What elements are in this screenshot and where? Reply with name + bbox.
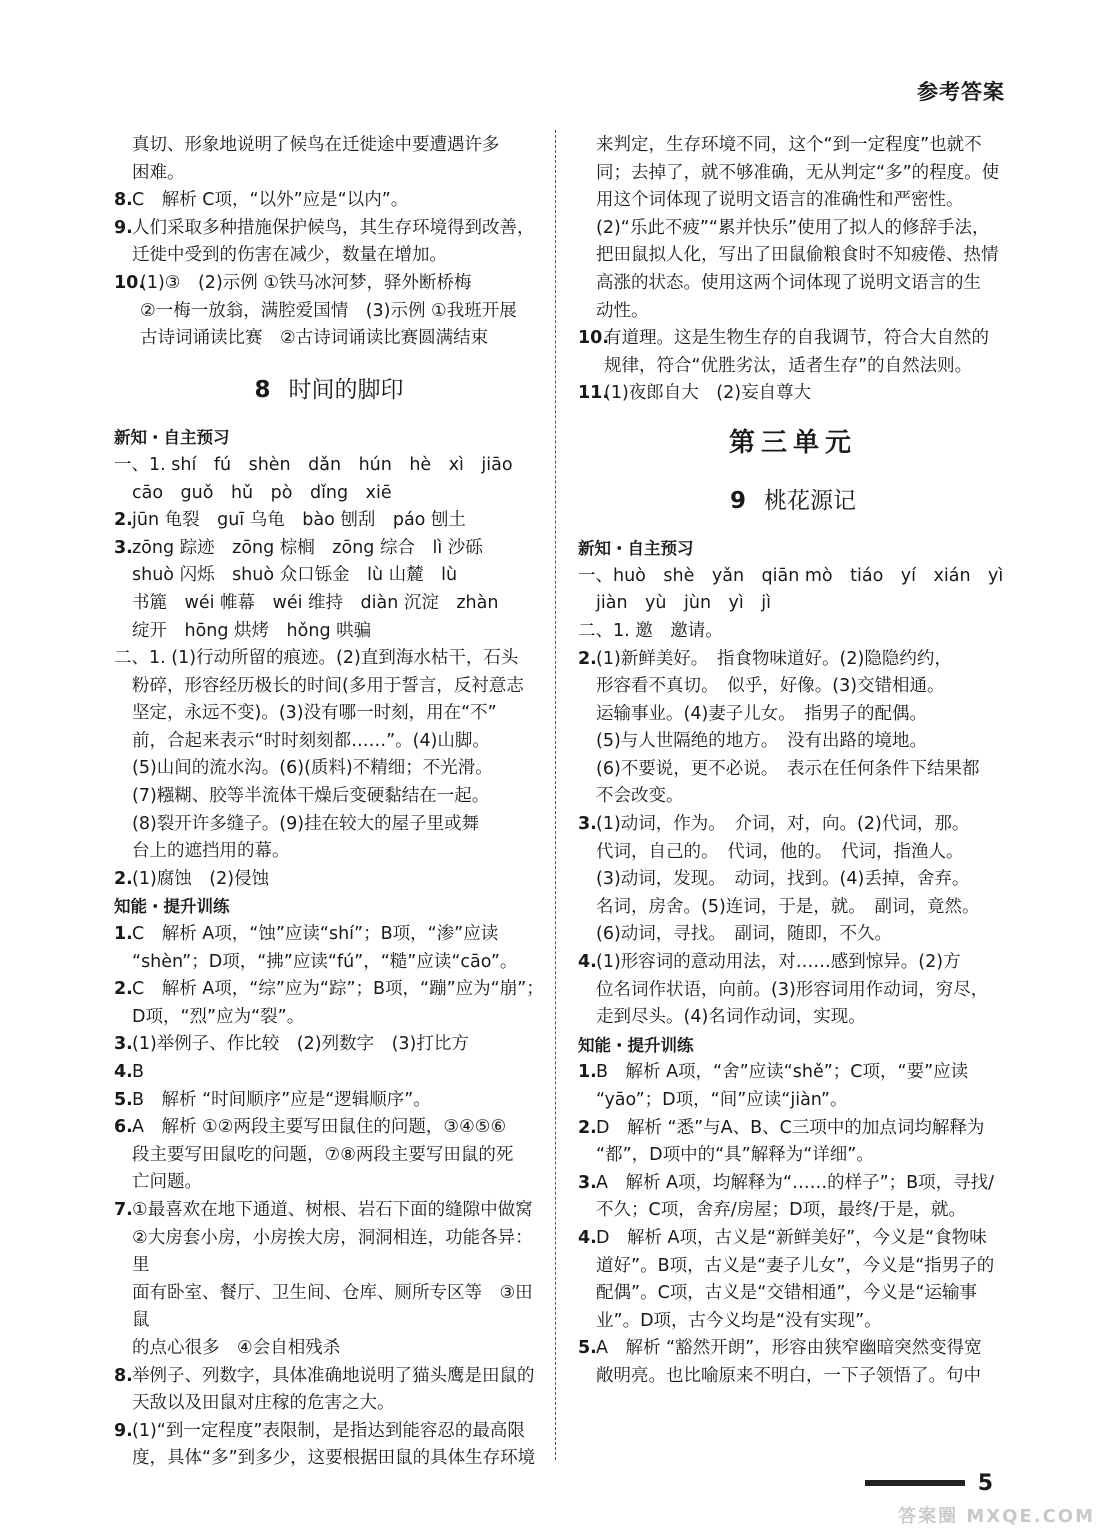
training-2: 2. C 解析 A项，“综”应为“踪”；B项，“蹦”应为“崩”； D项，“烈”应为“裂”。 bbox=[114, 979, 544, 1027]
answer-8: 8. C 解析 C项，“以外”应是“以内”。 bbox=[114, 190, 409, 211]
training-9: 9. (1)“到一定程度”表限制，是指达到能容忍的最高限 度，具体“多”到多少，这要根据田鼠的具体生存环境 bbox=[114, 1420, 536, 1469]
answer-3: 3. (1)动词，作为。 介词，对，向。(2)代词，那。 代词，自己的。 代词，他的。 代词，指渔人。 (3)动词，发现。 动词，找到。(4)丢掉，舍弃。 名词，房舍。(5)连词，于是，就。 副词，竟然。 (6)动词，寻找。 副词，随即，不久。 bbox=[578, 814, 980, 945]
section-training-label: 知能・提升训练 bbox=[114, 897, 230, 917]
page-number: 5 bbox=[977, 1471, 993, 1496]
training-4: 4. D 解析 A项，古义是“新鲜美好”，今义是“食物味 道好”。B项，古义是“妻子儿女”，今义是“指男子的 配偶”。C项，古义是“交错相通”，今义是“运输事 业”。D项，古今义均是“没有实现”。 bbox=[578, 1227, 995, 1331]
column-divider bbox=[555, 130, 556, 1460]
training-3: 3. (1)举例子、作比较 (2)列数字 (3)打比方 bbox=[114, 1034, 469, 1055]
answer-er-1: 二、1. 邀 邀请。 bbox=[578, 620, 723, 641]
training-3: 3. A 解析 A项，均解释为“……的样子”；B项，寻找/ 不久；C项，舍弃/房屋；D项，最终/于是，就。 bbox=[578, 1172, 995, 1221]
pinyin-answers: 一、huò shè yǎn qiān mò tiáo yí xián yì jiàn yù jùn yì jì bbox=[578, 565, 1004, 614]
continued-text bbox=[114, 132, 544, 187]
section-preview-label: 新知・自主预习 bbox=[578, 539, 694, 559]
text-line: 真切、形象地说明了候鸟在迁徙途中要遭遇许多 bbox=[132, 135, 500, 155]
answer-2: 2. (1)新鲜美好。 指食物味道好。(2)隐隐约约， 形容看不真切。 似乎，好像。(3)交错相通。 运输事业。(4)妻子儿女。 指男子的配偶。 (5)与人世隔绝的地方。 没有出路的境地。 (6)不要说，更不必说。 表示在任何条件下结果都 不会改变。 bbox=[578, 648, 980, 807]
section-preview-label: 新知・自主预习 bbox=[114, 428, 230, 448]
text-line: 困难。 bbox=[132, 162, 185, 183]
continued-text: 来判定，生存环境不同，这个“到一定程度”也就不 同；去掉了，就不够准确，无从判定“多”的程度。使 用这个词体现了说明文语言的准确性和严密性。 (2)“乐此不疲”“累并快乐”使用了拟人的修辞手法， 把田鼠拟人化，写出了田鼠偷粮食时不知疲倦、热情 高涨的状态。使用这两个词体现了说明文语言的生 动性。 bbox=[596, 135, 1000, 321]
answer-9: 9. 人们采取多种措施保护候鸟，其生存环境得到改善， 迁徙中受到的伤害在减少，数量在增加。 bbox=[114, 217, 535, 266]
lesson-9-title: 9 桃花源记 bbox=[729, 487, 856, 514]
answer-2: 2. jūn 龟裂 guī 乌龟 bào 刨刮 páo 刨土 bbox=[114, 510, 466, 531]
page-header-title: 参考答案 bbox=[917, 80, 1005, 104]
training-1: 1. C 解析 A项，“蚀”应读“shí”；B项，“渗”应读 “shèn”；D项，“拂”应读“fú”，“糙”应读“cāo”。 bbox=[114, 924, 518, 972]
pinyin-answers: 一、1. shí fú shèn dǎn hún hè xì jiāo cāo guǒ hǔ pò dǐng xiē bbox=[114, 454, 513, 503]
meanings-answers: 二、1. (1)行动所留的痕迹。(2)直到海水枯干，石头 粉碎，形容经历极长的时间(多用于誓言，反衬意志 坚定，永远不变)。(3)没有哪一时刻，用在“不” 前，合起来表示“时时刻刻都……”。(4)山脚。 (5)山间的流水沟。(6)(质料)不精细；不光滑。 (7)糨糊、胶等半流体干燥后变硬黏结在一起。 (8)裂开许多缝子。(9)挂在较大的屋子里或舞 台上的遮挡用的幕。 bbox=[114, 648, 524, 862]
training-5: 5. B 解析 “时间顺序”应是“逻辑顺序”。 bbox=[114, 1089, 431, 1110]
left-column bbox=[114, 132, 544, 1473]
unit-3-title: 第三单元 bbox=[728, 427, 857, 458]
training-5: 5. A 解析 “豁然开朗”，形容由狭窄幽暗突然变得宽 敞明亮。也比喻原来不明白，一下子领悟了。句中 bbox=[578, 1338, 982, 1386]
answer-10: 10. 有道理。这是生物生存的自我调节，符合大自然的 规律，符合“优胜劣汰，适者生存”的自然法则。 bbox=[578, 328, 989, 376]
training-8: 8. 举例子、列数字，具体准确地说明了猫头鹰是田鼠的 天敌以及田鼠对庄稼的危害之大。 bbox=[114, 1365, 535, 1414]
training-4: 4. B bbox=[114, 1062, 145, 1082]
answer-3: 3. zōng 踪迹 zōng 棕榈 zōng 综合 lì 沙砾 shuò 闪烁 shuò 众口铄金 lù 山麓 lù 书簏 wéi 帷幕 wéi 维持 diàn 沉淀 zhàn 绽开 hōng 烘烤 hǒng 哄骗 bbox=[114, 537, 499, 641]
section-training-label: 知能・提升训练 bbox=[578, 1035, 694, 1055]
training-2: 2. D 解析 “悉”与A、B、C三项中的加点词均解释为 “都”，D项中的“具”解释为“详细”。 bbox=[578, 1117, 985, 1166]
answer-11: 11. (1)夜郎自大 (2)妄自尊大 bbox=[578, 383, 812, 404]
watermark: 答案圈 MXQE.COM bbox=[898, 1506, 1095, 1527]
training-7: 7. ①最喜欢在地下通道、树根、岩石下面的缝隙中做窝 ②大房套小房，小房挨大房，洞洞相连，功能各异：里 面有卧室、餐厅、卫生间、仓库、厕所专区等 ③田鼠 的点心很多 ④会自相残杀 bbox=[114, 1199, 533, 1358]
answer-4: 4. (1)形容词的意动用法，对……感到惊异。(2)方 位名词作状语，向前。(3)形容词用作动词，穷尽， 走到尽头。(4)名词作动词，实现。 bbox=[578, 952, 989, 1028]
footer-bar bbox=[865, 1480, 965, 1486]
training-1: 1. B 解析 A项，“舍”应读“shě”；C项，“要”应读 “yāo”；D项，“间”应读“jiàn”。 bbox=[578, 1062, 969, 1110]
answer-10: 10. (1)③ (2)示例 ①铁马冰河梦，驿外断桥梅 ②一梅一放翁，满腔爱国情 (3)示例 ①我班开展 古诗词诵读比赛 ②古诗词诵读比赛圆满结束 bbox=[114, 272, 517, 349]
right-column bbox=[578, 132, 1008, 1391]
training-6: 6. A 解析 ①②两段主要写田鼠住的问题，③④⑤⑥ 段主要写田鼠吃的问题，⑦⑧两段主要写田鼠的死 亡问题。 bbox=[114, 1117, 514, 1193]
answer-er-2: 2. (1)腐蚀 (2)侵蚀 bbox=[114, 868, 270, 889]
lesson-8-title: 8 时间的脚印 bbox=[254, 376, 404, 403]
